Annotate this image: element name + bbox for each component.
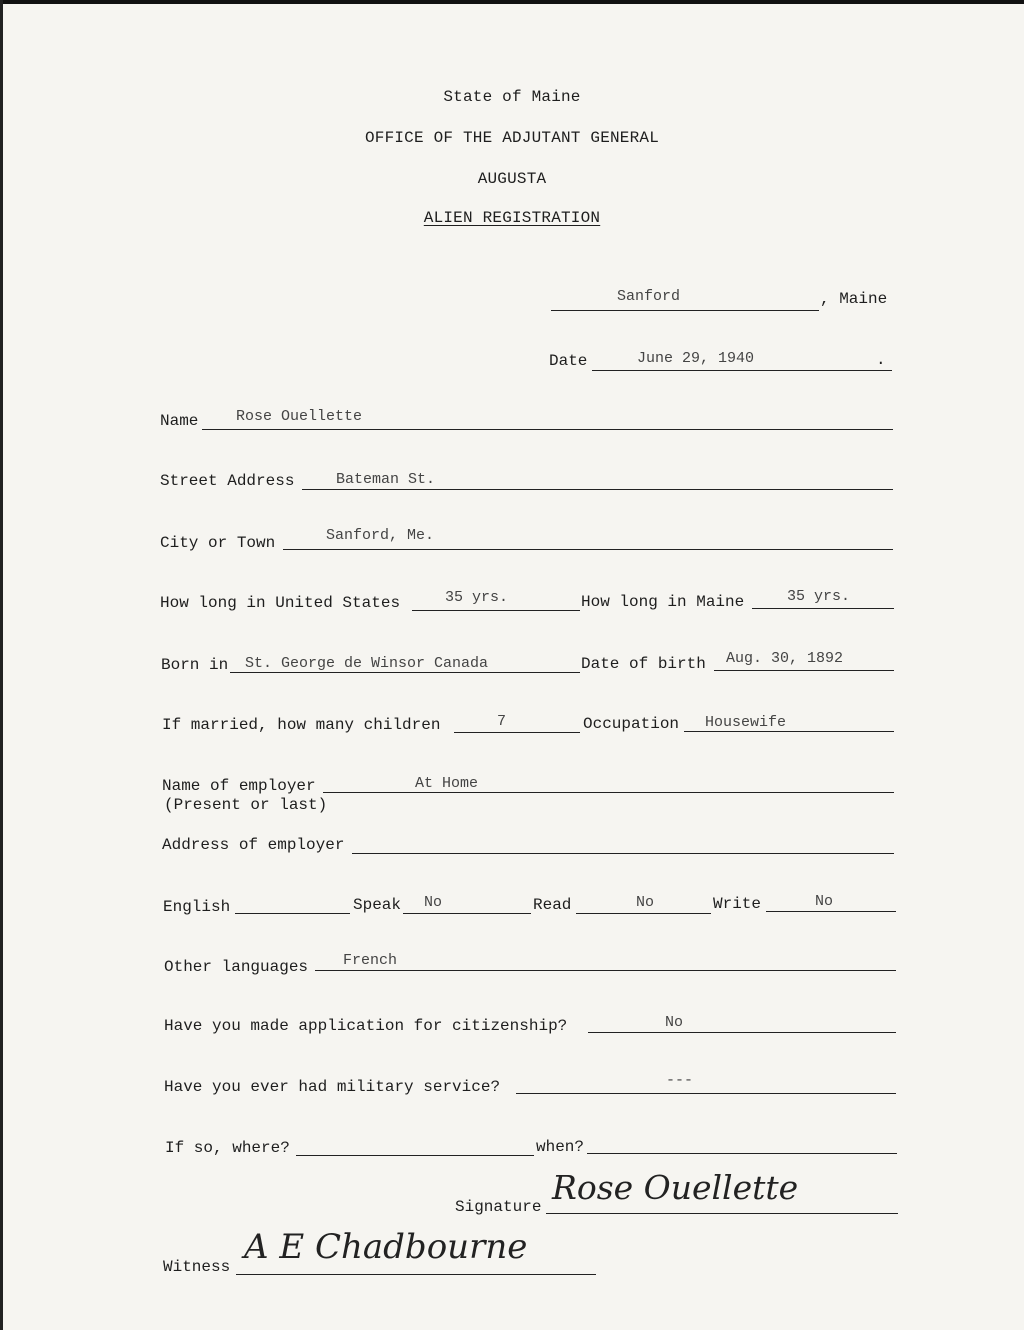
children-label: If married, how many children — [162, 716, 441, 734]
when-label: when? — [536, 1138, 585, 1156]
top-border — [0, 0, 1024, 4]
citizenship-label: Have you made application for citizenship? — [164, 1017, 568, 1035]
maine-duration-line — [752, 608, 894, 609]
place-value[interactable]: Sanford — [617, 288, 681, 305]
date-value[interactable]: June 29, 1940 — [637, 350, 755, 367]
other-languages-line — [315, 970, 896, 971]
us-duration-value[interactable]: 35 yrs. — [445, 589, 509, 606]
speak-label: Speak — [353, 896, 402, 914]
date-line — [592, 370, 892, 371]
write-label: Write — [713, 895, 762, 913]
signature-label: Signature — [455, 1198, 542, 1216]
witness-label: Witness — [163, 1258, 231, 1276]
citizenship-line — [588, 1032, 896, 1033]
street-value[interactable]: Bateman St. — [336, 471, 436, 488]
signature-value[interactable]: Rose Ouellette — [552, 1168, 799, 1207]
name-value[interactable]: Rose Ouellette — [236, 408, 363, 425]
read-label: Read — [533, 896, 572, 914]
date-end: . — [876, 351, 886, 369]
header-office: OFFICE OF THE ADJUTANT GENERAL — [364, 129, 660, 147]
born-in-line — [230, 672, 580, 673]
employer-line — [323, 792, 894, 793]
street-line — [302, 489, 893, 490]
us-duration-label: How long in United States — [160, 594, 401, 612]
where-line — [296, 1155, 534, 1156]
place-suffix: , Maine — [820, 290, 888, 308]
name-line — [202, 429, 893, 430]
employer-address-label: Address of employer — [162, 836, 345, 854]
city-value[interactable]: Sanford, Me. — [326, 527, 435, 544]
employer-value[interactable]: At Home — [415, 775, 479, 792]
birth-date-value[interactable]: Aug. 30, 1892 — [726, 650, 844, 667]
occupation-line — [684, 731, 894, 732]
left-border — [0, 0, 3, 1330]
military-line — [516, 1093, 896, 1094]
speak-line — [403, 913, 531, 914]
children-value[interactable]: 7 — [497, 713, 507, 730]
witness-line — [236, 1274, 596, 1275]
children-line — [454, 732, 580, 733]
occupation-label: Occupation — [583, 715, 680, 733]
signature-line — [546, 1213, 898, 1214]
city-line — [283, 549, 893, 550]
birth-date-line — [714, 670, 894, 671]
employer-sublabel: (Present or last) — [164, 796, 328, 814]
header-state: State of Maine — [443, 88, 581, 106]
name-label: Name — [160, 412, 199, 430]
other-languages-value[interactable]: French — [343, 952, 398, 969]
employer-address-line — [352, 853, 894, 854]
form-title — [0, 209, 1024, 227]
header-city: AUGUSTA — [477, 170, 547, 188]
city-label: City or Town — [160, 534, 276, 552]
date-label: Date — [549, 352, 588, 370]
military-value[interactable]: --- — [666, 1072, 694, 1089]
where-label: If so, where? — [165, 1139, 290, 1157]
birth-date-label: Date of birth — [581, 655, 706, 673]
born-in-value[interactable]: St. George de Winsor Canada — [245, 655, 489, 672]
street-label: Street Address — [160, 472, 295, 490]
born-in-label: Born in — [161, 656, 229, 674]
military-label: Have you ever had military service? — [164, 1078, 501, 1096]
maine-duration-value[interactable]: 35 yrs. — [787, 588, 851, 605]
employer-label: Name of employer — [162, 777, 316, 795]
speak-value[interactable]: No — [424, 894, 443, 911]
maine-duration-label: How long in Maine — [581, 593, 745, 611]
occupation-value[interactable]: Housewife — [705, 714, 787, 731]
write-line — [766, 911, 896, 912]
place-line — [551, 310, 819, 311]
us-duration-line — [412, 610, 580, 611]
write-value[interactable]: No — [815, 893, 834, 910]
read-value[interactable]: No — [636, 894, 655, 911]
when-line — [587, 1153, 897, 1154]
read-line — [576, 913, 711, 914]
english-line — [235, 913, 350, 914]
other-languages-label: Other languages — [164, 958, 309, 976]
witness-value[interactable]: A E Chadbourne — [244, 1227, 528, 1267]
form-title-text: ALIEN REGISTRATION — [423, 209, 601, 227]
english-label: English — [163, 898, 231, 916]
citizenship-value[interactable]: No — [665, 1014, 684, 1031]
